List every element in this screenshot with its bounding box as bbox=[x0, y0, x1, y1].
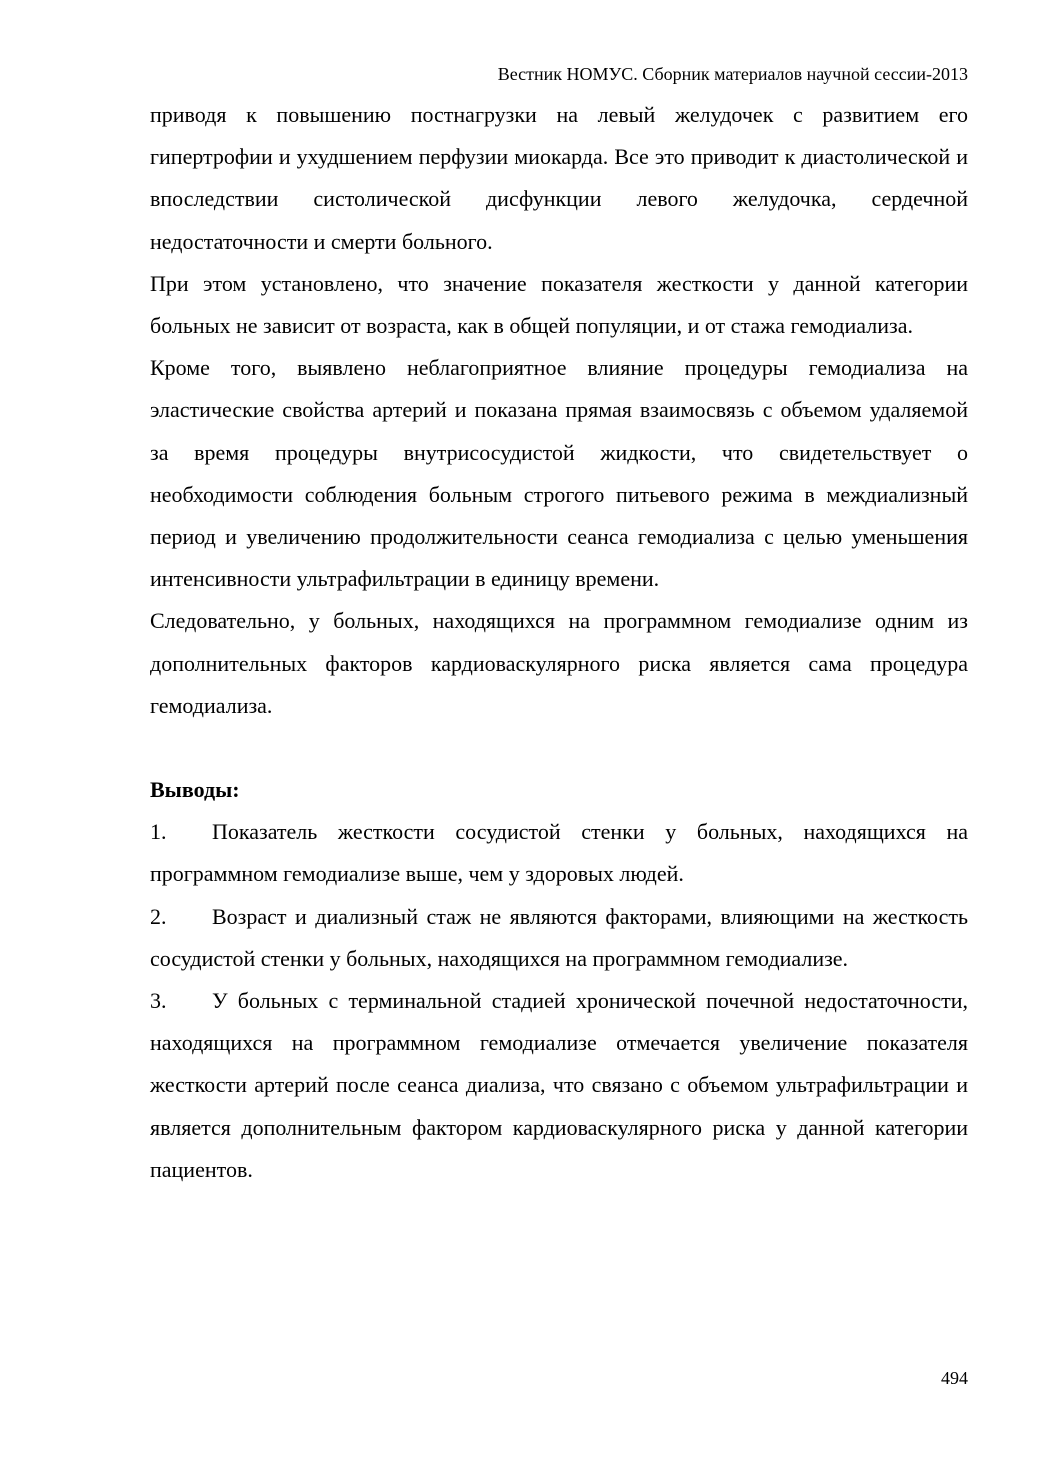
conclusion-number: 3. bbox=[150, 988, 167, 1014]
paragraph: При этом установлено, что значение показателя жесткости у данной категории больных не зависит от возраста, как в общей популяции, и от стажа гемодиализа. bbox=[150, 270, 968, 339]
conclusion-item bbox=[150, 896, 968, 980]
conclusions-heading: Выводы: bbox=[150, 777, 240, 803]
conclusion-text: Показатель жесткости сосудистой стенки у больных, находящихся на программном гемодиализе выше, чем у здоровых людей. bbox=[150, 819, 968, 887]
conclusion-item bbox=[150, 980, 968, 1191]
running-header: Вестник НОМУС. Сборник материалов научной сессии-2013 bbox=[497, 64, 968, 84]
conclusion-item bbox=[150, 811, 968, 895]
paragraph: приводя к повышению постнагрузки на левый желудочек с развитием его гипертрофии и ухудшением перфузии миокарда. Все это приводит к диастолической и впоследствии систолической дисфункции левого желудочка, сердечной недостаточности и смерти больного. bbox=[150, 102, 968, 254]
conclusion-text: У больных с терминальной стадией хронической почечной недостаточности, находящихся на программном гемодиализе отмечается увеличение показателя жесткости артерий после сеанса диализа, что связано с объемом ультрафильтрации и является дополнительным фактором кардиоваскулярного риска у данной категории пациентов. bbox=[150, 988, 968, 1182]
conclusion-number: 1. bbox=[150, 819, 167, 845]
main-content bbox=[150, 94, 968, 1191]
paragraph: Следовательно, у больных, находящихся на программном гемодиализе одним из дополнительных факторов кардиоваскулярного риска является сама процедура гемодиализа. bbox=[150, 608, 968, 718]
page-number: 494 bbox=[941, 1368, 968, 1388]
conclusion-number: 2. bbox=[150, 903, 167, 929]
conclusion-text: Возраст и диализный стаж не являются факторами, влияющими на жесткость сосудистой стенки у больных, находящихся на программном гемодиализе. bbox=[150, 903, 968, 971]
paragraph: Кроме того, выявлено неблагоприятное влияние процедуры гемодиализа на эластические свойства артерий и показана прямая взаимосвязь с объемом удаляемой за время процедуры внутрисосудистой жидкости, что свидетельствует о необходимости соблюдения больным строгого питьевого режима в междиализный период и увеличению продолжительности сеанса гемодиализа с целью уменьшения интенсивности ультрафильтрации в единицу времени. bbox=[150, 355, 968, 592]
